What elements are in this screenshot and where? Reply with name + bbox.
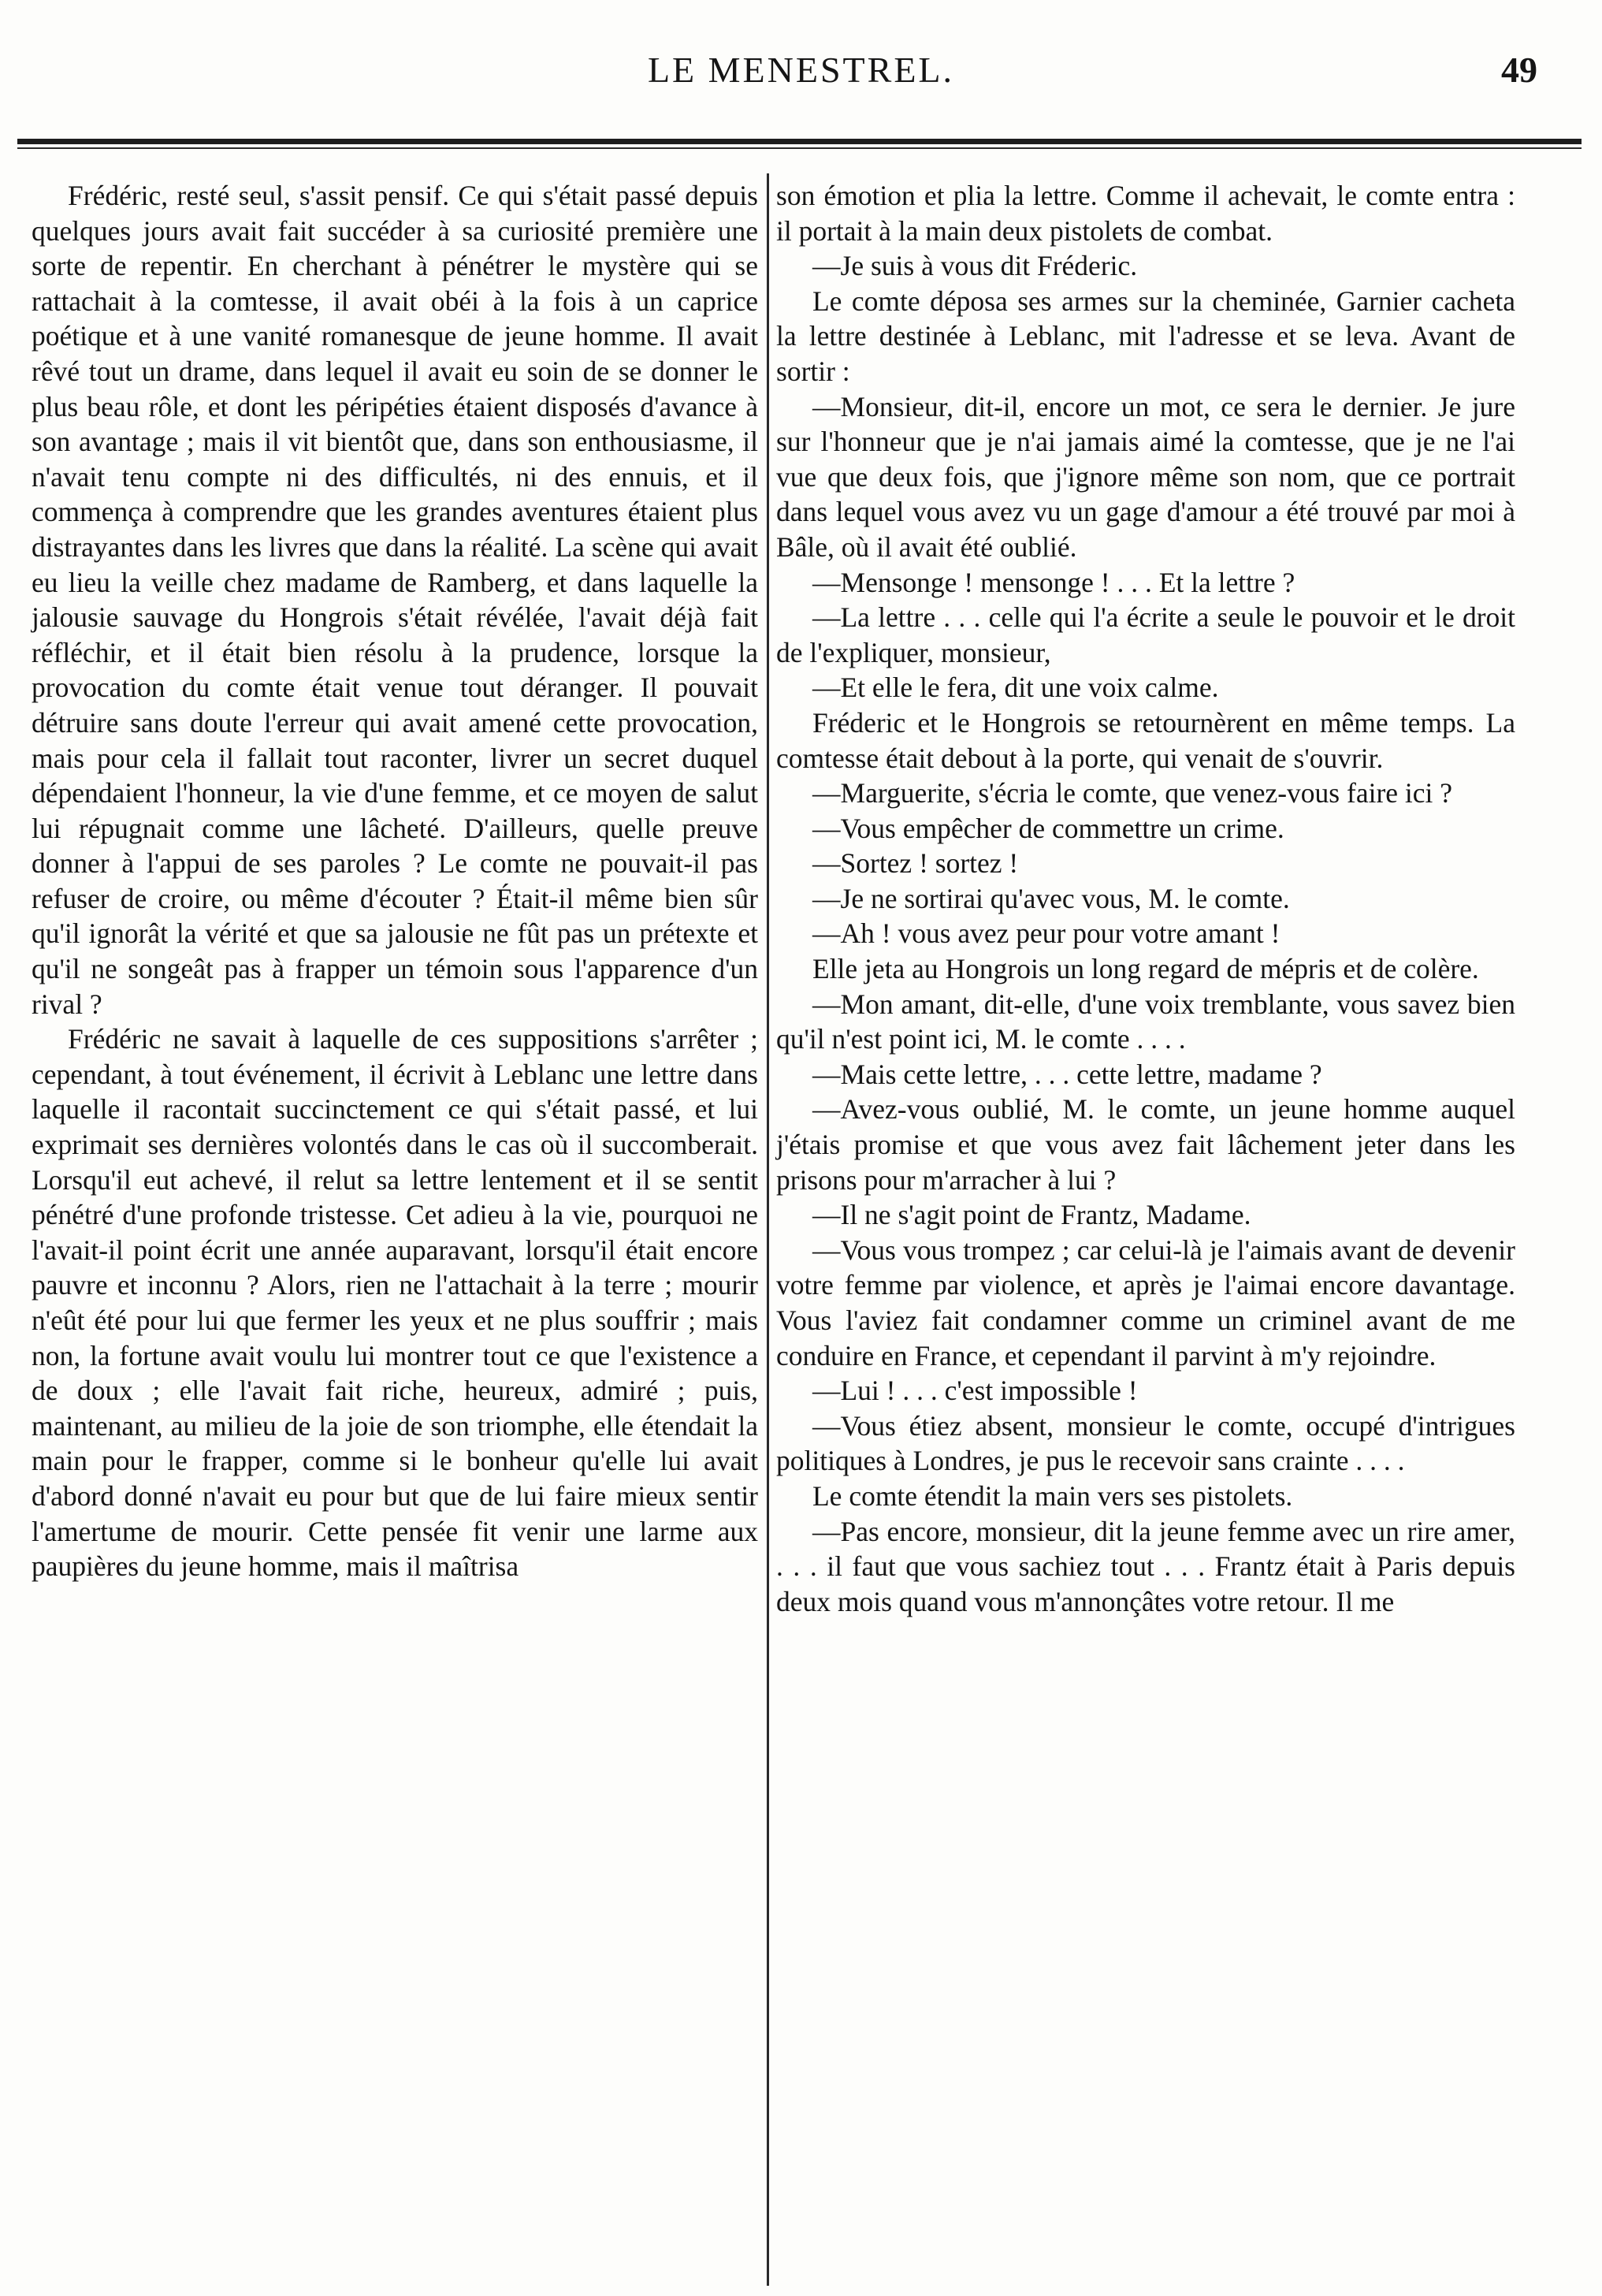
header-rule-thick: [17, 139, 1582, 144]
paragraph: Elle jeta au Hongrois un long regard de mépris et de colère.: [812, 953, 1479, 985]
paragraph: —Je suis à vous dit Fréderic.: [812, 250, 1138, 282]
paragraph: —Mensonge ! mensonge ! . . . Et la lettre ?: [812, 566, 1295, 598]
paragraph: —Marguerite, s'écria le comte, que venez-vous faire ici ?: [812, 777, 1453, 809]
paragraph: Frédéric ne savait à laquelle de ces suppositions s'arrêter ; cependant, à tout événement, il écrivit à Leblanc une lettre dans laquelle il racontait succinctement ce qui s'était passé, et lui exprimait ses dernières volontés dans le cas où il succomberait. Lorsqu'il eut achevé, il relut sa lettre lentement et il se sentit pénétré d'une profonde tristesse. Cet adieu à la vie, pourquoi ne l'avait-il point écrit une année auparavant, lorsqu'il était encore pauvre et inconnu ? Alors, rien ne l'attachait à la terre ; mourir n'eût été pour lui que fermer les yeux et ne plus souffrir ; mais non, la fortune avait voulu lui montrer tout ce que l'existence a de doux ; elle l'avait fait riche, heureux, admiré ; puis, maintenant, au milieu de la joie de son triomphe, elle étendait la main pour le frapper, comme si le bonheur qu'elle lui avait d'abord donné n'avait eu pour but que de lui faire mieux sentir l'amertume de mourir. Cette pensée fit venir une larme aux paupières du jeune homme, mais il maîtrisa: [32, 1023, 758, 1583]
page-number: 49: [1501, 50, 1537, 90]
running-title: LE MENESTREL.: [647, 50, 955, 90]
paragraph: —Lui ! . . . c'est impossible !: [812, 1375, 1138, 1407]
paragraph: —Monsieur, dit-il, encore un mot, ce sera le dernier. Je jure sur l'honneur que je n'ai jamais aimé la comtesse, que je ne l'ai vue que deux fois, que j'ignore même son nom, que ce portrait dans lequel vous avez vu un gage d'amour a été trouvé par moi à Bâle, où il avait été oublié.: [776, 390, 1515, 563]
right-column: [776, 178, 1515, 1619]
paragraph: —Vous étiez absent, monsieur le comte, occupé d'intrigues politiques à Londres, je pus le recevoir sans crainte . . . .: [776, 1409, 1515, 1477]
page-header: [0, 49, 1602, 104]
paragraph: Le comte étendit la main vers ses pistolets.: [812, 1479, 1293, 1512]
paragraph: son émotion et plia la lettre. Comme il achevait, le comte entra : il portait à la main deux pistolets de combat.: [776, 180, 1515, 247]
paragraph: —Ah ! vous avez peur pour votre amant !: [812, 917, 1280, 950]
paragraph: Frédéric, resté seul, s'assit pensif. Ce qui s'était passé depuis quelques jours avait fait succéder à sa curiosité première une sorte de repentir. En cherchant à pénétrer le mystère qui se rattachait à la comtesse, il avait obéi à la fois à un caprice poétique et à une vanité romanesque de jeune homme. Il avait rêvé tout un drame, dans lequel il avait eu soin de se donner le plus beau rôle, et dont les péripéties étaient disposés d'avance à son avantage ; mais il vit bientôt que, dans son enthousiasme, il n'avait tenu compte ni des difficultés, ni des ennuis, et il commença à comprendre que les grandes aventures étaient plus distrayantes dans les livres que dans la réalité. La scène qui avait eu lieu la veille chez madame de Ramberg, et dans laquelle la jalousie sauvage du Hongrois s'était révélée, l'avait déjà fait réfléchir, et il était bien résolu à la prudence, lorsque la provocation du comte était venue tout déranger. Il pouvait détruire sans doute l'erreur qui avait amené cette provocation, mais pour cela il fallait tout raconter, livrer un secret duquel dépendaient l'honneur, la vie d'une femme, et ce moyen de salut lui répugnait comme une lâcheté. D'ailleurs, quelle preuve donner à l'appui de ses paroles ? Le comte ne pouvait-il pas refuser de croire, ou même d'écouter ? Était-il même bien sûr qu'il ignorât la vérité et que sa jalousie ne fût pas un prétexte et qu'il ne songeât pas à frapper un témoin sous l'apparence d'un rival ?: [32, 180, 758, 1020]
left-column: [32, 178, 758, 1584]
paragraph: —Vous empêcher de commettre un crime.: [812, 812, 1284, 844]
paragraph: Fréderic et le Hongrois se retournèrent en même temps. La comtesse était debout à la porte, qui venait de s'ouvrir.: [776, 706, 1515, 774]
column-divider: [767, 173, 769, 2286]
paragraph: —Il ne s'agit point de Frantz, Madame.: [812, 1199, 1251, 1231]
paragraph: Le comte déposa ses armes sur la cheminée, Garnier cacheta la lettre destinée à Leblanc, mit l'adresse et se leva. Avant de sortir :: [776, 285, 1515, 387]
paragraph: —Je ne sortirai qu'avec vous, M. le comte.: [812, 882, 1290, 914]
header-rule-thin: [17, 147, 1582, 149]
paragraph: —Mais cette lettre, . . . cette lettre, madame ?: [812, 1058, 1322, 1090]
paragraph: —Pas encore, monsieur, dit la jeune femme avec un rire amer, . . . il faut que vous sachiez tout . . . Frantz était à Paris depuis deux mois quand vous m'annonçâtes votre retour. Il me: [776, 1515, 1515, 1617]
paragraph: —Sortez ! sortez !: [812, 847, 1019, 880]
paragraph: —Vous vous trompez ; car celui-là je l'aimais avant de devenir votre femme par violence, et après je l'aimai encore davantage. Vous l'aviez fait condamner comme un criminel avant de me conduire en France, et cependant il parvint à m'y rejoindre.: [776, 1234, 1515, 1371]
paragraph: —Et elle le fera, dit une voix calme.: [812, 672, 1219, 704]
paragraph: —Mon amant, dit-elle, d'une voix tremblante, vous savez bien qu'il n'est point ici, M. le comte . . . .: [776, 988, 1515, 1055]
paragraph: —Avez-vous oublié, M. le comte, un jeune homme auquel j'étais promise et que vous avez fait lâchement jeter dans les prisons pour m'arracher à lui ?: [776, 1093, 1515, 1196]
paragraph: —La lettre . . . celle qui l'a écrite a seule le pouvoir et le droit de l'expliquer, monsieur,: [776, 601, 1515, 668]
